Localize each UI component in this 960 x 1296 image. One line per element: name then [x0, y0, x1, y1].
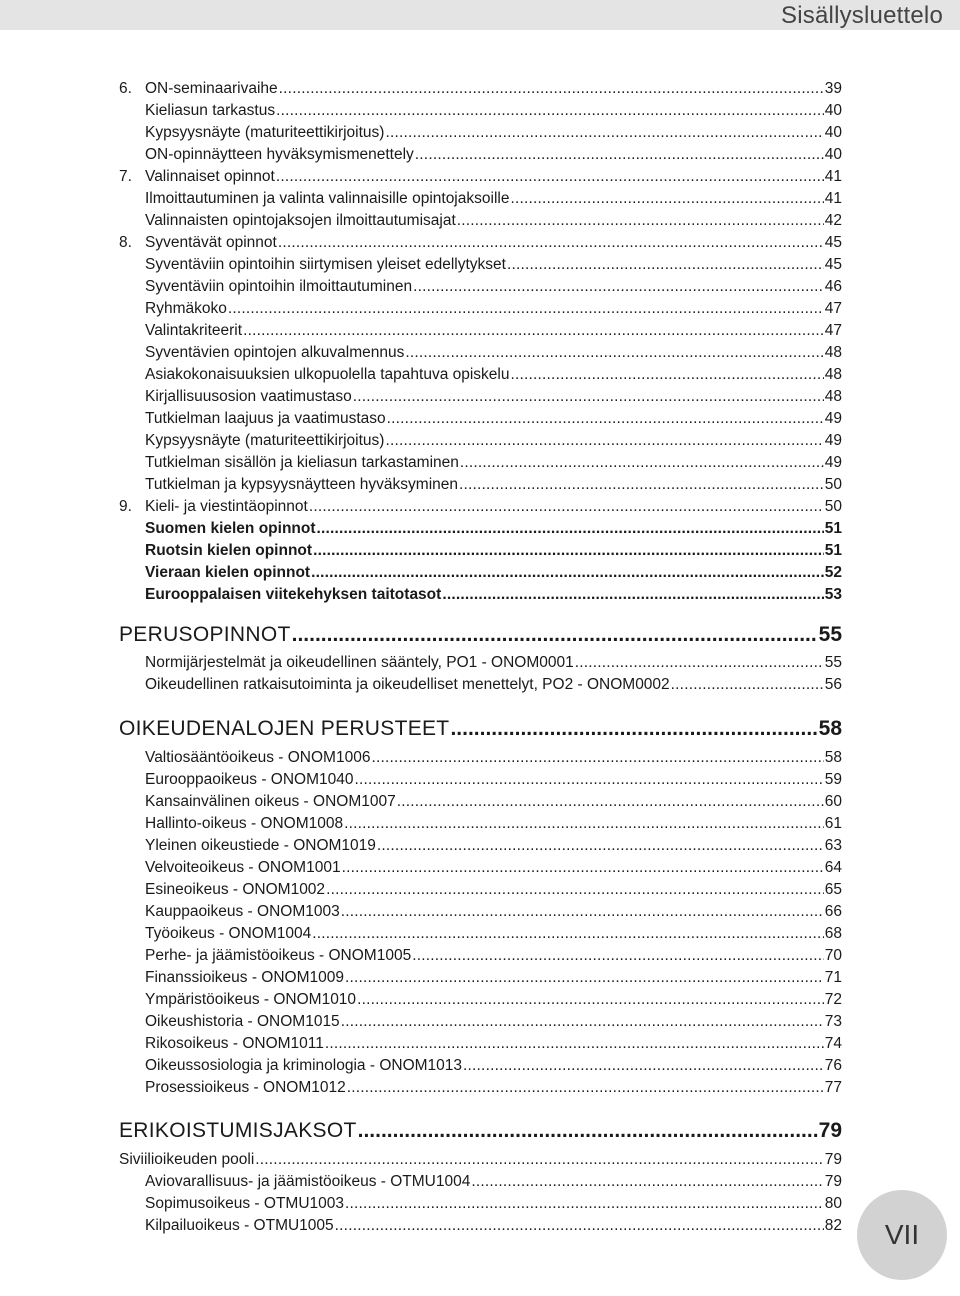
dot-leader: [317, 518, 824, 540]
toc-entry[interactable]: [119, 769, 842, 791]
toc-entry[interactable]: [119, 1215, 842, 1237]
toc-entry[interactable]: [119, 813, 842, 835]
toc-entry-title: Perhe- ja jäämistöoikeus - ONOM1005: [145, 947, 412, 964]
toc-entry-title: ERIKOISTUMISJAKSOT: [119, 1119, 357, 1142]
toc-entry-title: Syventäviin opintoihin ilmoittautuminen: [145, 278, 413, 295]
toc-entry-title: Syventäviin opintoihin siirtymisen yleiset edellytykset: [145, 256, 506, 273]
toc-page-number: 45: [824, 256, 842, 273]
toc-entry-title: Prosessioikeus - ONOM1012: [145, 1079, 346, 1096]
toc-entry-title: Oikeussosiologia ja kriminologia - ONOM1013: [145, 1057, 463, 1074]
toc-page-number: 48: [824, 344, 842, 361]
toc-entry-title: Valtiosääntöoikeus - ONOM1006: [145, 749, 371, 766]
dot-leader: [341, 1011, 824, 1033]
toc-entry[interactable]: [119, 166, 842, 188]
dot-leader: [279, 78, 824, 100]
toc-page-number: 48: [824, 388, 842, 405]
dot-leader: [397, 791, 824, 813]
toc-entry-title: Aviovarallisuus- ja jäämistöoikeus - OTMU1004: [145, 1173, 471, 1190]
toc-entry-title: OIKEUDENALOJEN PERUSTEET: [119, 717, 450, 740]
toc-entry[interactable]: [119, 144, 842, 166]
dot-leader: [345, 967, 824, 989]
toc-entry-title: Tutkielman ja kypsyysnäytteen hyväksyminen: [145, 476, 459, 493]
dot-leader: [457, 210, 824, 232]
dot-leader: [413, 276, 824, 298]
dot-leader: [347, 1077, 824, 1099]
toc-entry[interactable]: [119, 791, 842, 813]
dot-leader: [377, 835, 824, 857]
toc-entry-title: Suomen kielen opinnot: [145, 520, 316, 537]
toc-page-number: 55: [818, 623, 842, 646]
toc-entry-title: Työoikeus - ONOM1004: [145, 925, 312, 942]
toc-entry[interactable]: [119, 122, 842, 144]
dot-leader: [371, 747, 823, 769]
toc-page-number: 56: [824, 676, 842, 693]
toc-entry[interactable]: [119, 188, 842, 210]
toc-entry[interactable]: [119, 857, 842, 879]
toc-entry-title: Hallinto-oikeus - ONOM1008: [145, 815, 344, 832]
toc-page-number: 39: [824, 80, 842, 97]
dot-leader: [575, 652, 824, 674]
toc-page-number: 68: [824, 925, 842, 942]
toc-page-number: 80: [824, 1195, 842, 1212]
toc-entry-title: Kypsyysnäyte (maturiteettikirjoitus): [145, 124, 385, 141]
toc-entry[interactable]: [119, 945, 842, 967]
toc-entry-title: Eurooppaoikeus - ONOM1040: [145, 771, 354, 788]
toc-page-number: 49: [824, 410, 842, 427]
dot-leader: [228, 298, 824, 320]
toc-entry-number: 7.: [119, 168, 132, 185]
dot-leader: [335, 1215, 824, 1237]
toc-entry[interactable]: [119, 232, 842, 254]
toc-entry-title: Valinnaisten opintojaksojen ilmoittautumisajat: [145, 212, 456, 229]
toc-page-number: 58: [818, 717, 842, 740]
toc-entry[interactable]: [119, 652, 842, 674]
toc-page-number: 46: [824, 278, 842, 295]
dot-leader: [507, 254, 824, 276]
dot-leader: [671, 674, 824, 696]
dot-leader: [471, 1171, 823, 1193]
toc-page-number: 49: [824, 454, 842, 471]
dot-leader: [325, 1033, 824, 1055]
toc-entry[interactable]: [119, 967, 842, 989]
toc-entry-title: Tutkielman laajuus ja vaatimustaso: [145, 410, 386, 427]
toc-entry-title: Kirjallisuusosion vaatimustaso: [145, 388, 352, 405]
dot-leader: [311, 562, 824, 584]
toc-entry[interactable]: [119, 364, 842, 386]
toc-entry[interactable]: [119, 1193, 842, 1215]
toc-page-number: 79: [824, 1151, 842, 1168]
toc-entry-title: Tutkielman sisällön ja kieliasun tarkastaminen: [145, 454, 459, 471]
toc-page-number: 40: [824, 146, 842, 163]
toc-page-number: 48: [824, 366, 842, 383]
toc-entry-number: 8.: [119, 234, 132, 251]
toc-page-number: 65: [824, 881, 842, 898]
toc-entry[interactable]: [119, 1011, 842, 1033]
toc-entry[interactable]: [119, 298, 842, 320]
toc-entry-title: Valinnaiset opinnot: [145, 168, 275, 185]
toc-entry[interactable]: [119, 540, 842, 562]
dot-leader: [511, 364, 824, 386]
toc-page-number: 70: [824, 947, 842, 964]
header-band: [0, 0, 960, 30]
toc-page-number: 61: [824, 815, 842, 832]
toc-entry-title: ON-opinnäytteen hyväksymismenettely: [145, 146, 414, 163]
dot-leader: [342, 857, 824, 879]
dot-leader: [292, 619, 818, 651]
toc-entry[interactable]: [119, 879, 842, 901]
toc-entry[interactable]: [119, 276, 842, 298]
toc-entry[interactable]: [119, 320, 842, 342]
toc-entry[interactable]: [119, 474, 842, 496]
toc-entry-title: Esineoikeus - ONOM1002: [145, 881, 326, 898]
toc-entry[interactable]: [119, 386, 842, 408]
dot-leader: [341, 901, 824, 923]
toc-entry[interactable]: [119, 408, 842, 430]
dot-leader: [463, 1055, 824, 1077]
toc-entry-title: Syventävät opinnot: [145, 234, 277, 251]
dot-leader: [243, 320, 824, 342]
toc-page-number: 53: [824, 586, 842, 603]
toc-entry-title: Normijärjestelmät ja oikeudellinen sääntely, PO1 - ONOM0001: [145, 654, 574, 671]
toc-entry-title: Oikeushistoria - ONOM1015: [145, 1013, 340, 1030]
toc-page-number: 60: [824, 793, 842, 810]
toc-entry-title: Finanssioikeus - ONOM1009: [145, 969, 344, 986]
toc-entry[interactable]: [119, 496, 842, 518]
toc-entry[interactable]: [119, 518, 842, 540]
dot-leader: [312, 923, 823, 945]
dot-leader: [344, 813, 824, 835]
toc-entry-title: Kypsyysnäyte (maturiteettikirjoitus): [145, 432, 385, 449]
toc-entry-title: Kilpailuoikeus - OTMU1005: [145, 1217, 334, 1234]
toc-entry-title: Ilmoittautuminen ja valinta valinnaisille opintojaksoille: [145, 190, 510, 207]
dot-leader: [353, 386, 824, 408]
dot-leader: [357, 989, 824, 1011]
toc-entry-title: Eurooppalaisen viitekehyksen taitotasot: [145, 586, 442, 603]
toc-page-number: 41: [824, 168, 842, 185]
toc-entry[interactable]: [119, 923, 842, 945]
toc-entry-title: Ryhmäkoko: [145, 300, 227, 317]
dot-leader: [460, 452, 824, 474]
toc-page-number: 50: [824, 498, 842, 515]
toc-entry-title: ON-seminaarivaihe: [145, 80, 278, 97]
toc-page-number: 59: [824, 771, 842, 788]
toc-entry[interactable]: [119, 342, 842, 364]
toc-page-number: 58: [824, 749, 842, 766]
toc-entry[interactable]: [119, 901, 842, 923]
dot-leader: [255, 1149, 823, 1171]
toc-entry[interactable]: [119, 562, 842, 584]
toc-page-number: 40: [824, 124, 842, 141]
toc-page-number: 50: [824, 476, 842, 493]
toc-entry-title: PERUSOPINNOT: [119, 623, 291, 646]
toc-entry[interactable]: [119, 989, 842, 1011]
toc-page-number: 63: [824, 837, 842, 854]
toc-entry-title: Kauppaoikeus - ONOM1003: [145, 903, 340, 920]
toc-entry[interactable]: [119, 452, 842, 474]
dot-leader: [385, 122, 823, 144]
toc-entry-title: Velvoiteoikeus - ONOM1001: [145, 859, 341, 876]
dot-leader: [510, 188, 823, 210]
toc-page-number: 47: [824, 322, 842, 339]
toc-page-number: 71: [824, 969, 842, 986]
dot-leader: [309, 496, 824, 518]
toc-page-number: 51: [824, 520, 842, 537]
toc-entry-title: Kansainvälinen oikeus - ONOM1007: [145, 793, 396, 810]
toc-entry[interactable]: [119, 835, 842, 857]
toc-entry-number: 9.: [119, 498, 132, 515]
toc-entry-title: Syventävien opintojen alkuvalmennus: [145, 344, 405, 361]
toc-page-number: 55: [824, 654, 842, 671]
toc-entry[interactable]: [119, 1055, 842, 1077]
toc-page-number: 45: [824, 234, 842, 251]
dot-leader: [405, 342, 823, 364]
toc-entry-title: Ruotsin kielen opinnot: [145, 542, 313, 559]
toc-entry-title: Sopimusoikeus - OTMU1003: [145, 1195, 344, 1212]
toc-section-heading[interactable]: [119, 713, 842, 745]
toc-page-number: 72: [824, 991, 842, 1008]
dot-leader: [326, 879, 824, 901]
toc-entry-title: Oikeudellinen ratkaisutoiminta ja oikeudelliset menettelyt, PO2 - ONOM0002: [145, 676, 670, 693]
toc-page-number: 82: [824, 1217, 842, 1234]
toc-entry[interactable]: [119, 1077, 842, 1099]
toc-page-number: 79: [824, 1173, 842, 1190]
toc-section-heading[interactable]: [119, 1115, 842, 1147]
toc-entry-title: Valintakriteerit: [145, 322, 243, 339]
toc-entry-title: Ympäristöoikeus - ONOM1010: [145, 991, 357, 1008]
dot-leader: [276, 166, 824, 188]
toc-page-number: 51: [824, 542, 842, 559]
dot-leader: [355, 769, 824, 791]
dot-leader: [276, 100, 824, 122]
dot-leader: [415, 144, 824, 166]
toc-page-number: 41: [824, 190, 842, 207]
toc-page-number: 64: [824, 859, 842, 876]
toc-entry[interactable]: [119, 100, 842, 122]
dot-leader: [442, 584, 823, 606]
toc-entry[interactable]: [119, 584, 842, 606]
toc-entry-title: Kieli- ja viestintäopinnot: [145, 498, 308, 515]
dot-leader: [459, 474, 824, 496]
section-title: Sisällysluettelo: [781, 2, 943, 29]
toc-entry-title: Vieraan kielen opinnot: [145, 564, 311, 581]
toc-page-number: 52: [824, 564, 842, 581]
toc-entry-title: Rikosoikeus - ONOM1011: [145, 1035, 324, 1052]
toc-page-number: 42: [824, 212, 842, 229]
toc-entry[interactable]: [119, 210, 842, 232]
toc-entry-title: Asiakokonaisuuksien ulkopuolella tapahtuva opiskelu: [145, 366, 510, 383]
toc-entry[interactable]: [119, 254, 842, 276]
toc-page-number: 76: [824, 1057, 842, 1074]
toc-page-number: 49: [824, 432, 842, 449]
toc-page-number: 77: [824, 1079, 842, 1096]
toc-page-number: 40: [824, 102, 842, 119]
toc-page-number: 73: [824, 1013, 842, 1030]
dot-leader: [385, 430, 823, 452]
toc-entry[interactable]: [119, 430, 842, 452]
dot-leader: [278, 232, 824, 254]
toc-entry[interactable]: [119, 674, 842, 696]
toc-page-number: 66: [824, 903, 842, 920]
toc-entry-number: 6.: [119, 80, 132, 97]
toc-entry[interactable]: [119, 1149, 842, 1171]
toc-entry[interactable]: [119, 78, 842, 100]
dot-leader: [450, 713, 817, 745]
toc-section-heading[interactable]: [119, 619, 842, 651]
dot-leader: [412, 945, 824, 967]
toc-entry[interactable]: [119, 747, 842, 769]
toc-entry[interactable]: [119, 1171, 842, 1193]
toc-page-number: 74: [824, 1035, 842, 1052]
dot-leader: [313, 540, 824, 562]
toc-page-number: 47: [824, 300, 842, 317]
toc-entry-title: Kieliasun tarkastus: [145, 102, 276, 119]
dot-leader: [345, 1193, 824, 1215]
toc-page-number: 79: [818, 1119, 842, 1142]
page-number-badge: [857, 1190, 947, 1280]
toc-entry-title: Siviilioikeuden pooli: [119, 1151, 255, 1168]
dot-leader: [387, 408, 824, 430]
page-number: VII: [884, 1219, 920, 1250]
toc-entry[interactable]: [119, 1033, 842, 1055]
dot-leader: [358, 1115, 818, 1147]
toc-entry-title: Yleinen oikeustiede - ONOM1019: [145, 837, 376, 854]
